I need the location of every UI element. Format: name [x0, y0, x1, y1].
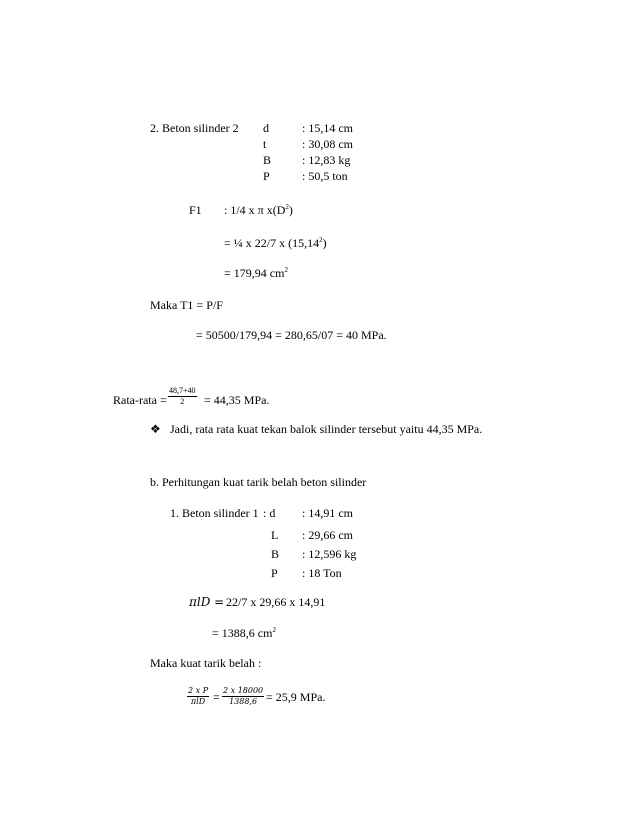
- area-formula: [224, 203, 293, 217]
- cylinder-1-value-b: : 12,596 kg: [302, 547, 357, 561]
- cylinder-1-param-l: L: [271, 528, 279, 542]
- pild-expression: πlD =: [189, 595, 225, 609]
- section-b-title: b. Perhitungan kuat tarik belah beton silinder: [150, 475, 367, 489]
- area-label: F1: [189, 203, 202, 217]
- tension-line-1: Maka T1 = P/F: [150, 298, 223, 312]
- conclusion-text: Jadi, rata rata kuat tekan balok silinder tersebut yaitu 44,35 MPa.: [170, 422, 483, 436]
- average-fraction-denominator: 2: [180, 397, 185, 406]
- pild-result: [212, 626, 276, 640]
- cylinder-2-value-b: : 12,83 kg: [302, 153, 351, 167]
- split-fraction-numeric: [222, 686, 264, 707]
- area-formula-main: : 1/4 x π x(D: [224, 203, 286, 217]
- split-label: Maka kuat tarik belah :: [150, 656, 262, 670]
- tension-line-2: = 50500/179,94 = 280,65/07 = 40 MPa.: [196, 328, 387, 342]
- area-step-1: [224, 236, 327, 250]
- cylinder-1-value-d: : 14,91 cm: [302, 506, 353, 520]
- pild-result-exponent: 2: [272, 626, 276, 634]
- split-fraction-symbolic-denominator: πlD: [190, 697, 206, 706]
- cylinder-2-param-b: B: [263, 153, 272, 167]
- split-fraction-numeric-denominator: 1388,6: [229, 697, 258, 706]
- cylinder-1-value-l: : 29,66 cm: [302, 528, 353, 542]
- area-step-1-exponent: 2: [319, 236, 323, 244]
- area-step-2-exponent: 2: [284, 266, 288, 274]
- split-fraction-numeric-numerator: 2 x 18000: [223, 686, 264, 695]
- area-step-1-close: ): [322, 236, 327, 250]
- pild-value: 22/7 x 29,66 x 14,91: [226, 595, 326, 609]
- cylinder-2-value-t: : 30,08 cm: [302, 137, 353, 151]
- diamond-bullet-icon: ❖: [150, 422, 161, 436]
- cylinder-2-param-p: P: [263, 169, 270, 183]
- conclusion-line: [150, 422, 482, 436]
- cylinder-2-param-d: d: [263, 121, 269, 135]
- cylinder-2-param-t: t: [263, 137, 267, 151]
- split-fraction-symbolic-numerator: 2 x P: [188, 686, 209, 695]
- cylinder-1-title: 1. Beton silinder 1: [170, 506, 259, 520]
- split-equals: =: [213, 690, 220, 704]
- area-formula-close: ): [288, 203, 293, 217]
- pild-result-main: = 1388,6 cm: [212, 626, 273, 640]
- area-step-1-main: = ¼ x 22/7 x (15,14: [224, 236, 320, 250]
- cylinder-2-value-p: : 50,5 ton: [302, 169, 348, 183]
- cylinder-1-value-p: : 18 Ton: [302, 566, 342, 580]
- cylinder-1-param-d: : d: [263, 506, 276, 520]
- cylinder-2-title: 2. Beton silinder 2: [150, 121, 239, 135]
- split-result: = 25,9 MPa.: [266, 690, 326, 704]
- average-prefix: Rata-rata =: [113, 393, 167, 407]
- area-formula-exponent: 2: [285, 203, 289, 211]
- area-step-2: [224, 266, 288, 280]
- average-fraction-numerator: 48,7+40: [169, 386, 196, 395]
- split-fraction-symbolic: [187, 686, 209, 707]
- cylinder-1-param-b: B: [271, 547, 280, 561]
- cylinder-1-param-p: P: [271, 566, 278, 580]
- cylinder-2-value-d: : 15,14 cm: [302, 121, 353, 135]
- area-step-2-main: = 179,94 cm: [224, 266, 285, 280]
- average-fraction: [168, 386, 197, 407]
- average-result: = 44,35 MPa.: [204, 393, 270, 407]
